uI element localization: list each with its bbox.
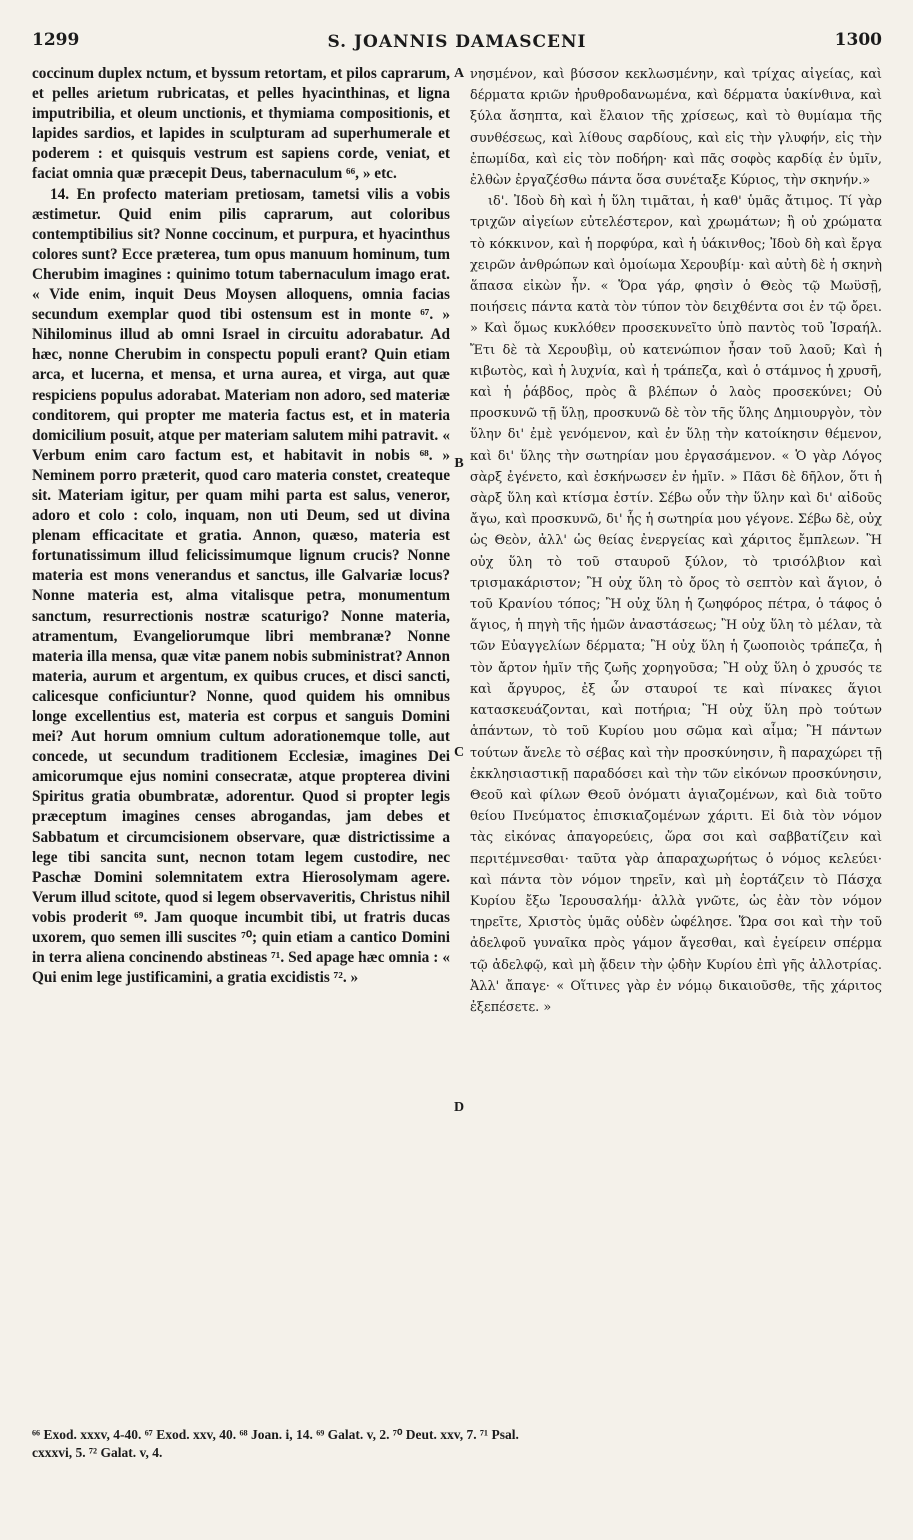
footnote-line-1: ⁶⁶ Exod. xxxv, 4-40. ⁶⁷ Exod. xxv, 40. ⁶⁸ Joan. i, 14. ⁶⁹ Galat. v, 2. ⁷⁰ Deut. xxv, 7. ⁷¹ Psal. (32, 1427, 519, 1442)
margin-marker-b: B (454, 456, 464, 471)
running-title: S. JOANNIS DAMASCENI (327, 32, 587, 52)
footnote-line-2: cxxxvi, 5. ⁷² Galat. v, 4. (32, 1445, 163, 1460)
page-header (32, 28, 882, 60)
latin-paragraph-2: 14. En profecto materiam pretiosam, tametsi vilis a vobis æstimetur. Quid enim pilis caprarum, aut coloribus contemptibilius sit? Nonne coccinum, et purpura, et hyacinthus colores sunt? Ecce præterea, tum opus manuum hominum, tum Cherubim imagines : quinimo totum tabernaculum imago erat. « Vide enim, inquit Deus Moysen alloquens, omnia facias secundum exemplar quod tibi ostensum est in monte ⁶⁷. » Nihilominus illud ab omni Israel in circuitu adorabatur. Ad hæc, nonne Cherubim in conspectu populi erant? Quin etiam arca, et lucerna, et mensa, et urna aurea, et virga, aut quæ respiciens populus adorabat. Materiam non adoro, sed materiæ conditorem, qui propter me materia factus est, et in materia domicilium posuit, atque per materiam salutem mihi patravit. « Verbum enim caro factum est, et habitavit in nobis ⁶⁸. » Neminem porro præterit, quod caro materia constet, createque sit. Materiam igitur, per quam mihi parta est salus, veneror, adoro et colo : colo, inquam, non uti Deum, sed ut divina plenam efficacitate et gratia. Annon, quæso, materia est fortunatissimum illud felicissimumque lignum crucis? Nonne materia est mons venerandus et sanctus, ille Galvariæ locus? Nonne materia est, alma vitalisque petra, monumentum sanctum, resurrectionis nostræ scaturigo? Nonne materia, atramentum, Evangeliorumque libri membranæ? Nonne materia illa mensa, quæ vitæ panem nobis subministrat? Annon materia, aurum et argentum, ex quibus cruces, et disci sancti, calicesque conficiuntur? Nonne, quod quidem his omnibus longe excellentius est, materia est corpus et sanguis Domini mei? Aut horum omnium cultum adorationemque tolle, aut concede, ut secundum traditionem Ecclesiæ, imagines Dei amicorumque ejus nomini consecratæ, atque propterea divini Spiritus gratia obumbratæ, adorentur. Quod si propter legis præceptum imagines censes abrogandas, jam debes et Sabbatum et circumcisionem observare, quæ districtissime a lege tibi sancita sunt, necnon totam legem custodire, nec Paschæ Domini solemnitatem extra Hierosolymam agere. Verum illud scitote, quod si legem observaveritis, Christus nihil vobis proderit ⁶⁹. Jam quoque incumbit tibi, ut fratris ducas uxorem, quo semen illi suscites ⁷⁰; quin etiam a cantico Domini in terra aliena concinendo abstineas ⁷¹. Sed apage hæc omnia : « Qui enim lege justificamini, a gratia excidistis ⁷². » (32, 185, 450, 987)
margin-marker-c: C (453, 745, 465, 760)
greek-column (470, 64, 882, 1018)
footnotes (32, 1426, 882, 1462)
latin-column (32, 64, 450, 988)
margin-marker-a: A (453, 66, 465, 81)
greek-paragraph-2: ιδ'. Ἰδοὺ δὴ καὶ ἡ ὕλη τιμᾶται, ἡ καθ' ὑμᾶς ἄτιμος. Τί γὰρ τριχῶν αἰγείων εὐτελέστερον, καὶ χρωμάτων; ἢ οὐ χρώματα τὸ κόκκινον, καὶ ἡ πορφύρα, καὶ ἡ ὑάκινθος; Ἰδοὺ δὴ καὶ ἔργα χειρῶν ἀνθρώπων καὶ ὁμοίωμα Χερουβίμ· καὶ αὐτὴ δὲ ἡ σκηνὴ ἅπασα εἰκὼν ἦν. « Ὅρα γάρ, φησὶν ὁ Θεὸς τῷ Μωϋσῇ, ποιήσεις πάντα κατὰ τὸν τύπον τὸν δειχθέντα σοι ἐν τῷ ὄρει. » Καὶ ὅμως κυκλόθεν προσεκυνεῖτο ὑπὸ παντὸς τοῦ Ἰσραήλ. Ἔτι δὲ τὰ Χερουβὶμ, οὐ κατενώπιον ἦσαν τοῦ λαοῦ; Καὶ ἡ κιβωτὸς, καὶ ἡ λυχνία, καὶ ἡ τράπεζα, καὶ ὁ στάμνος ἡ χρυσῆ, καὶ ἡ ῥάβδος, πρὸς ἃ βλέπων ὁ λαὸς προσεκύνει; Οὐ προσκυνῶ τῇ ὕλῃ, προσκυνῶ δὲ τὸν τῆς ὕλης Δημιουργὸν, τὸν ὕλην δι' ἐμὲ γενόμενον, καὶ ἐν ὕλῃ τὴν κατοίκησιν θέμενον, καὶ δι' ὕλης τὴν σωτηρίαν μου ἐργασάμενον. « Ὁ γὰρ Λόγος σὰρξ ἐγένετο, καὶ ἐσκήνωσεν ἐν ἡμῖν. » Πᾶσι δὲ δῆλον, ὅτι ἡ σὰρξ ὕλη καὶ κτίσμα ἐστίν. Σέβω οὖν τὴν ὕλην καὶ δι' αἰδοῦς ἄγω, καὶ προσκυνῶ, δι' ἧς ἡ σωτηρία μου γέγονε. Σέβω δὲ, οὐχ ὡς Θεὸν, ἀλλ' ὡς θείας ἐνεργείας καὶ χάριτος ἔμπλεων. Ἢ οὐχ ὕλη τὸ τοῦ σταυροῦ ξύλον, τὸ τρισόλβιον καὶ τρισμακάριστον; Ἢ οὐχ ὕλη τὸ ὄρος τὸ σεπτὸν καὶ ἅγιον, ὁ τοῦ Κρανίου τόπος; Ἢ οὐχ ὕλη ἡ ζωηφόρος πέτρα, ὁ τάφος ὁ ἅγιος, ἡ πηγὴ τῆς ἡμῶν ἀναστάσεως; Ἢ οὐχ ὕλη τὸ μέλαν, τὰ τῶν Εὐαγγελίων δέρματα; Ἢ οὐχ ὕλη ἡ ζωοποιὸς τράπεζα, ἡ τὸν ἄρτον ἡμῖν τῆς ζωῆς χορηγοῦσα; Ἢ οὐχ ὕλη ὁ χρυσός τε καὶ ἄργυρος, ἐξ ὧν σταυροί τε καὶ πίνακες ἅγιοι κατασκευάζονται, καὶ ποτήρια; Ἢ οὐχ ὕλη πρὸ τούτων ἁπάντων, τὸ τοῦ Κυρίου μου σῶμα καὶ αἷμα; Ἢ πάντων τούτων ἄνελε τὸ σέβας καὶ τὴν προσκύνησιν, ἢ παραχώρει τῇ ἐκκλησιαστικῇ παραδόσει καὶ τὴν τῶν εἰκόνων προσκύνησιν, Θεοῦ καὶ φίλων Θεοῦ ὀνόματι ἁγιαζομένων, καὶ διὰ τοῦτο θείου Πνεύματος ἐπισκιαζομένων χάριτι. Εἰ διὰ τὸν νόμον τὰς εἰκόνας ἀπαγορεύεις, ὥρα σοι καὶ σαββατίζειν καὶ περιτέμνεσθαι· ταῦτα γὰρ ἀπαραχωρήτως ὁ νόμος κελεύει· καὶ πάντα τὸν νόμον τηρεῖν, καὶ μὴ ἑορτάζειν τὸ Πάσχα Κυρίου ἔξω Ἱερουσαλήμ· ἀλλὰ γνῶτε, ὡς ἐὰν τὸν νόμον τηρεῖτε, Χριστὸς ὑμᾶς οὐδὲν ὠφέλησε. Ὥρα σοι καὶ τὴν τοῦ ἀδελφοῦ γυναῖκα πρὸς γάμον ἄγεσθαι, καὶ ἐγείρειν σπέρμα τῷ ἀδελφῷ, καὶ μὴ ᾄδειν τὴν ᾠδὴν Κυρίου ἐπὶ γῆς ἀλλοτρίας. Ἀλλ' ἄπαγε· « Οἵτινες γὰρ ἐν νόμῳ δικαιοῦσθε, τῆς χάριτος ἐξεπέσετε. » (470, 194, 882, 1015)
page-number-left: 1299 (32, 30, 80, 50)
greek-paragraph-1: νησμένον, καὶ βύσσον κεκλωσμένην, καὶ τρίχας αἰγείας, καὶ δέρματα κριῶν ἠρυθροδανωμένα, καὶ δέρματα ὑακίνθινα, καὶ ξύλα ἄσηπτα, καὶ ἔλαιον τῆς χρίσεως, καὶ τὸ θυμίαμα τῆς συνθέσεως, καὶ λίθους σαρδίους, καὶ εἰς τὴν γλυφήν, εἰς τὴν ἐπωμίδα, καὶ εἰς τὸν ποδήρη· καὶ πᾶς σοφὸς καρδίᾳ ἐν ὑμῖν, ἐλθὼν ἐργαζέσθω πάντα ὅσα συνέταξε Κύριος, τὴν σκηνήν.» (470, 67, 882, 189)
page-number-right: 1300 (834, 30, 882, 50)
page (32, 28, 882, 1518)
margin-marker-d: D (453, 1100, 465, 1115)
latin-paragraph-1: coccinum duplex nctum, et byssum retortam, et pilos caprarum, et pelles arietum rubricatas, et pelles hyacinthinas, et ligna imputribilia, et oleum unctionis, et thymiama compositionis, et lapides sardios, et lapides in sculpturam ad superhumerale et poderem : et quisquis vestrum est sapiens corde, veniat, et faciat omnia quæ præcepit Deus, tabernaculum ⁶⁶, » etc. (32, 65, 450, 183)
